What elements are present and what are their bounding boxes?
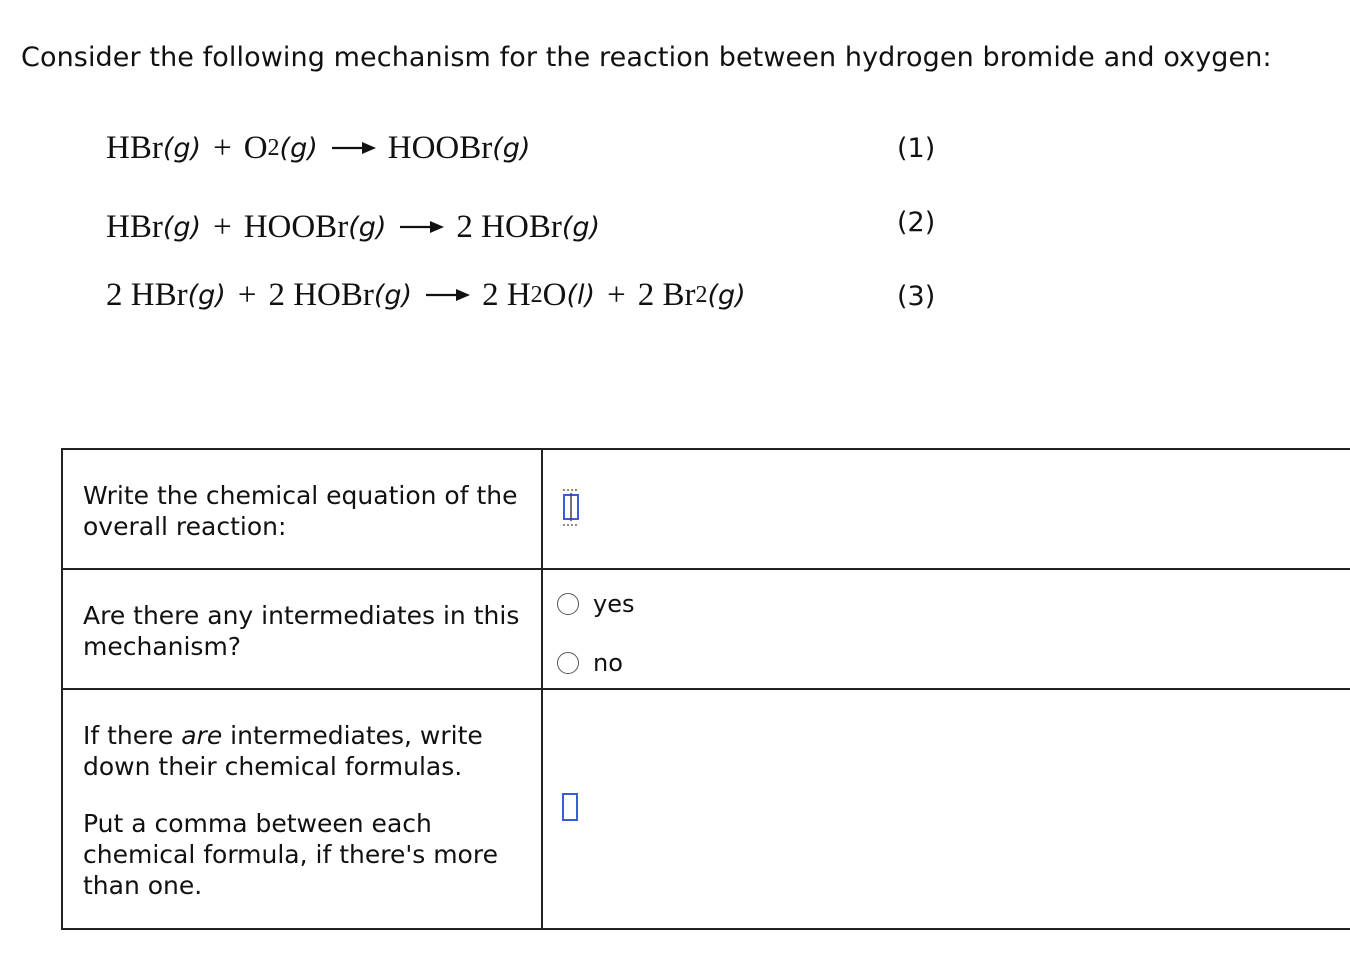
radio-label: no bbox=[593, 649, 623, 677]
state: (g) bbox=[279, 132, 318, 164]
instruction-note: Put a comma between each chemical formula, if there's more than one. bbox=[83, 809, 498, 900]
mechanism-step-2 bbox=[106, 202, 600, 252]
text-span: If there bbox=[83, 721, 182, 750]
reaction-arrow-icon bbox=[396, 220, 450, 234]
coefficient: 2 bbox=[637, 276, 655, 313]
question-cell bbox=[62, 449, 542, 569]
step-number: (3) bbox=[897, 281, 936, 312]
question-text: Write the chemical equation of the overall reaction: bbox=[83, 481, 518, 541]
emphasis: are bbox=[181, 721, 223, 750]
text-span: intermediates, write down their chemical formulas. bbox=[83, 721, 483, 781]
question-text: Are there any intermediates in this mechanism? bbox=[83, 601, 520, 661]
radio-button[interactable] bbox=[557, 652, 579, 674]
formula: HBr bbox=[130, 276, 188, 313]
radio-button[interactable] bbox=[557, 593, 579, 615]
mechanism-step-1: HBr (g) + O 2 (g) HOOBr (g) bbox=[106, 129, 531, 166]
question-table bbox=[61, 448, 1350, 930]
reaction-arrow-icon bbox=[422, 288, 476, 302]
intermediates-radio-group bbox=[542, 569, 1350, 689]
formula: O bbox=[542, 276, 567, 313]
question-text bbox=[63, 690, 541, 901]
state: (g) bbox=[561, 211, 601, 243]
state: (g) bbox=[492, 132, 531, 164]
state: (g) bbox=[162, 132, 202, 164]
coefficient: 2 bbox=[106, 276, 123, 313]
state: (g) bbox=[707, 279, 746, 311]
formula: O bbox=[243, 129, 268, 166]
radio-label: yes bbox=[593, 590, 635, 618]
equation-editor-icon[interactable] bbox=[560, 487, 582, 531]
question-cell bbox=[62, 569, 542, 689]
formula: H bbox=[506, 276, 531, 313]
problem-intro: Consider the following mechanism for the reaction between hydrogen bromide and oxygen: bbox=[21, 42, 1272, 73]
coefficient: 2 bbox=[482, 276, 499, 313]
question-cell bbox=[62, 689, 542, 929]
state: (l) bbox=[566, 279, 596, 311]
coefficient: 2 bbox=[456, 208, 473, 245]
coefficient: 2 bbox=[268, 276, 285, 313]
intermediates-input[interactable] bbox=[542, 689, 1350, 929]
formula: Br bbox=[662, 276, 696, 313]
formula: HBr bbox=[106, 129, 163, 166]
state: (g) bbox=[187, 279, 226, 311]
formula: HBr bbox=[106, 208, 163, 245]
formula: HOOBr bbox=[243, 208, 349, 245]
radio-option-yes[interactable] bbox=[557, 590, 634, 618]
reaction-arrow-icon bbox=[328, 141, 382, 155]
state: (g) bbox=[373, 279, 413, 311]
plus-sign: + bbox=[213, 208, 232, 245]
step-number: (1) bbox=[897, 133, 936, 164]
mechanism-step-3: 2 HBr (g) + 2 HOBr (g) 2 H 2 O (l) + 2 Br 2 (g) bbox=[106, 276, 746, 313]
state: (g) bbox=[162, 211, 202, 243]
plus-sign: + bbox=[237, 276, 257, 313]
table-row bbox=[62, 569, 1350, 689]
formula: HOBr bbox=[481, 208, 562, 245]
formula: HOOBr bbox=[387, 129, 493, 166]
step-number: (2) bbox=[897, 207, 936, 238]
plus-sign: + bbox=[213, 129, 232, 166]
overall-equation-input[interactable] bbox=[542, 449, 1350, 569]
table-row bbox=[62, 689, 1350, 929]
state: (g) bbox=[348, 211, 387, 243]
table-row bbox=[62, 449, 1350, 569]
radio-option-no[interactable] bbox=[557, 649, 623, 677]
plus-sign: + bbox=[607, 276, 626, 313]
formula: HOBr bbox=[293, 276, 374, 313]
text-input-box-icon[interactable] bbox=[562, 793, 578, 821]
